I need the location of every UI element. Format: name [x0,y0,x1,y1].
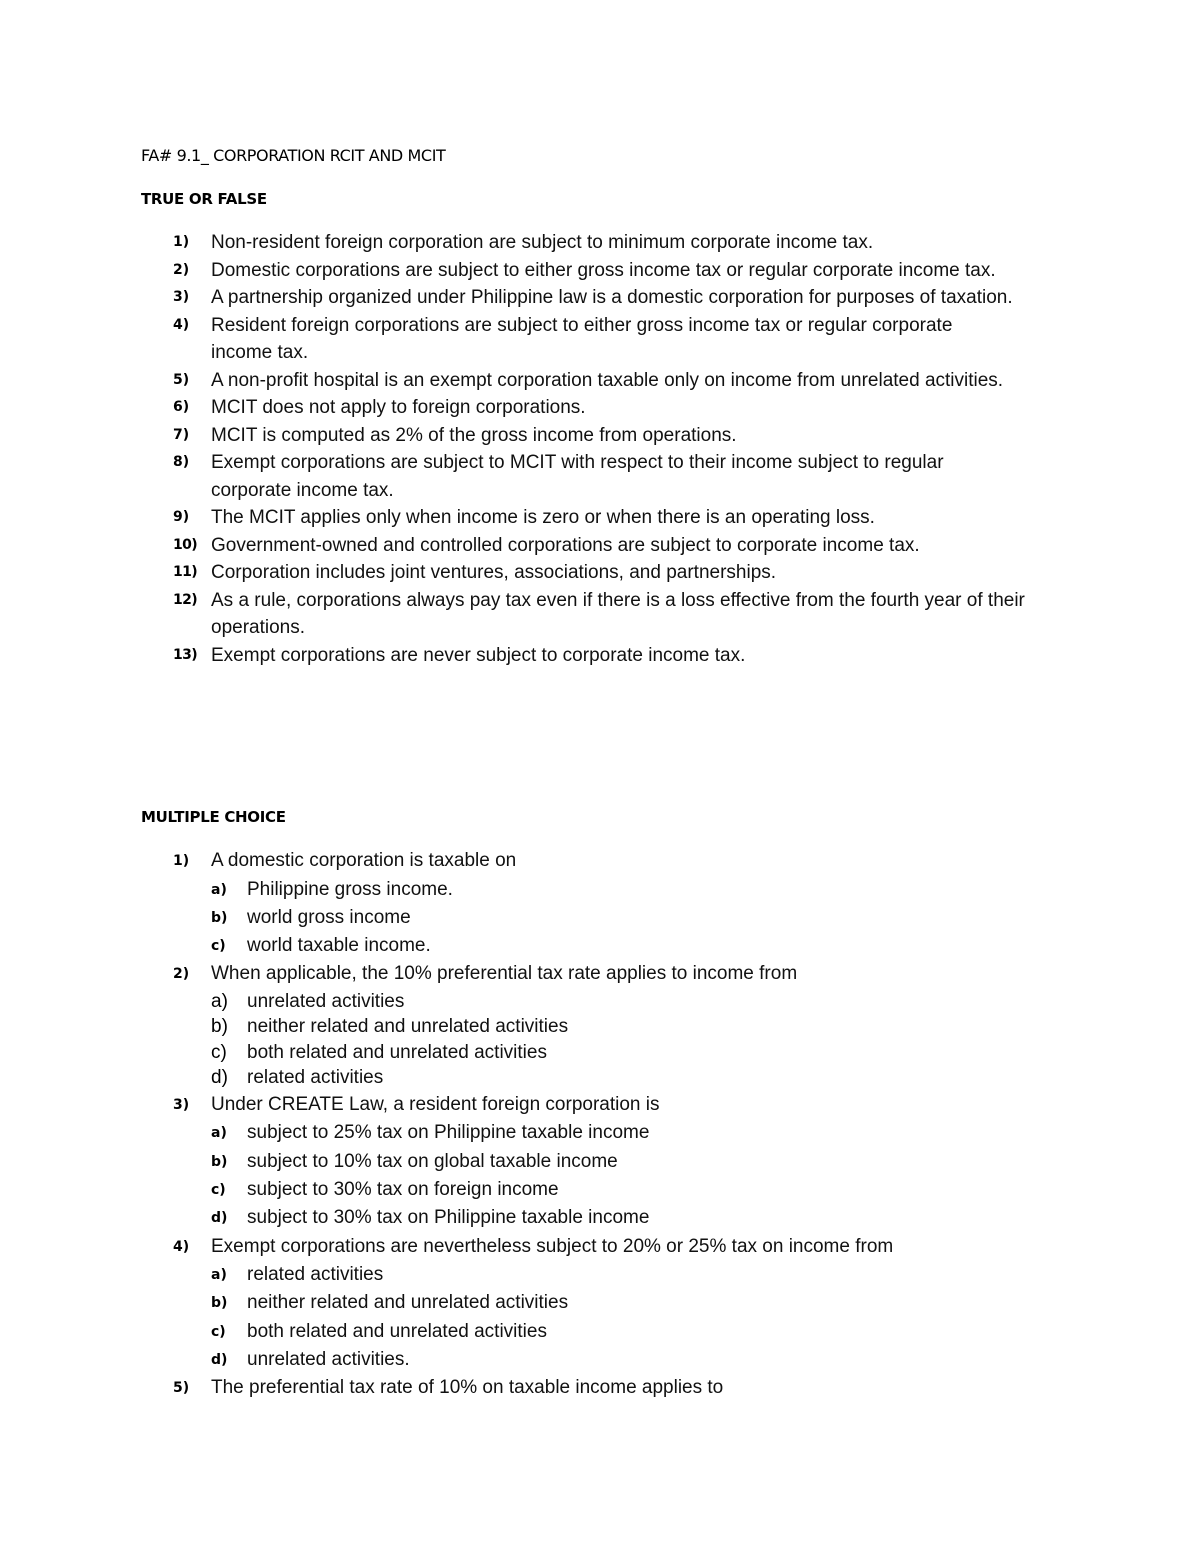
option-text: subject to 30% tax on Philippine taxable income [247,1207,650,1229]
item-text: Government-owned and controlled corporations are subject to corporate income tax. [211,534,920,556]
list-item [173,229,1073,257]
list-item [173,394,1073,422]
option-item [211,1065,1073,1091]
question-item [173,1233,1073,1262]
option-letter: c) [211,938,226,955]
item-number: 12) [173,591,198,608]
list-item [173,257,1073,285]
question-text: When applicable, the 10% preferential tax rate applies to income from [211,963,798,985]
question-item [173,1374,1073,1403]
option-text: related activities [247,1264,384,1286]
item-number: 11) [173,564,198,580]
item-text: MCIT does not apply to foreign corporations. [211,397,586,418]
option-list [211,989,1073,1091]
option-item [211,1346,1073,1374]
option-text: unrelated activities [247,990,405,1012]
option-item [211,904,1073,932]
option-item [211,1176,1073,1204]
item-text: MCIT is computed as 2% of the gross income from operations. [211,424,737,446]
item-number: 3) [173,289,190,305]
option-list [211,1261,1073,1374]
item-number: 5) [173,371,190,388]
option-letter: d) [211,1210,228,1227]
option-text: both related and unrelated activities [247,1041,547,1063]
list-item [173,642,1073,670]
option-letter: b) [211,909,228,926]
multiple-choice-heading: MULTIPLE CHOICE [141,808,286,826]
option-item [211,1040,1073,1066]
option-list [211,1119,1073,1232]
option-item [211,932,1073,960]
option-item [211,1289,1073,1317]
option-item [211,1318,1073,1346]
item-text: A partnership organized under Philippine law is a domestic corporation for purposes of taxation. [211,287,1013,308]
option-text: unrelated activities. [247,1348,410,1370]
option-text: both related and unrelated activities [247,1320,547,1342]
list-item [173,532,1073,560]
item-number: 8) [173,454,190,470]
option-item [211,1204,1073,1232]
question-item [173,1091,1073,1120]
option-item [211,1014,1073,1040]
item-number: 1) [173,234,190,250]
question-number: 2) [173,966,190,983]
option-text: Philippine gross income. [247,878,453,900]
question-number: 5) [173,1380,190,1397]
question-text: A domestic corporation is taxable on [211,850,517,871]
list-item [173,449,1073,504]
question-text: Exempt corporations are nevertheless subject to 20% or 25% tax on income from [211,1235,894,1257]
option-letter: a) [211,1267,227,1284]
option-letter: c) [211,1041,227,1063]
item-text: The MCIT applies only when income is zero or when there is an operating loss. [211,507,875,528]
option-letter: c) [211,1323,226,1340]
option-letter: b) [211,1153,228,1170]
item-text: Corporation includes joint ventures, associations, and partnerships. [211,562,777,583]
item-number: 4) [173,316,190,333]
item-number: 10) [173,536,198,553]
option-letter: d) [211,1351,228,1368]
option-text: subject to 30% tax on foreign income [247,1178,559,1200]
option-item [211,876,1073,904]
option-letter: b) [211,1295,228,1312]
item-number: 2) [173,261,190,278]
option-text: subject to 25% tax on Philippine taxable income [247,1122,650,1144]
option-letter: a) [211,990,228,1012]
option-item [211,989,1073,1015]
list-item [173,559,1073,587]
option-letter: a) [211,1125,227,1142]
item-number: 7) [173,426,190,443]
option-text: world taxable income. [247,935,431,957]
question-item [173,847,1073,876]
option-text: neither related and unrelated activities [247,1292,569,1314]
item-text: Exempt corporations are never subject to corporate income tax. [211,644,746,666]
question-text: The preferential tax rate of 10% on taxable income applies to [211,1377,724,1399]
option-letter: d) [211,1067,228,1089]
page-title: FA# 9.1_ CORPORATION RCIT AND MCIT [141,146,446,165]
list-item [173,422,1073,450]
item-number: 13) [173,646,198,663]
multiple-choice-list [173,847,1073,1403]
option-item [211,1119,1073,1147]
list-item [173,367,1073,395]
option-text: related activities [247,1067,384,1089]
item-text: As a rule, corporations always pay tax even if there is a loss effective from the fourth year of their operations. [211,589,1025,638]
item-number: 9) [173,509,190,525]
question-item [173,960,1073,989]
question-text: Under CREATE Law, a resident foreign corporation is [211,1093,660,1115]
item-text: A non-profit hospital is an exempt corporation taxable only on income from unrelated activities. [211,369,1004,391]
option-text: subject to 10% tax on global taxable income [247,1150,618,1172]
item-number: 6) [173,399,190,415]
option-letter: a) [211,881,227,898]
option-text: world gross income [247,906,411,928]
question-number: 1) [173,853,190,869]
item-text: Domestic corporations are subject to either gross income tax or regular corporate income tax. [211,259,996,281]
item-text: Resident foreign corporations are subject to either gross income tax or regular corporate income tax. [211,314,953,363]
option-letter: b) [211,1016,228,1038]
list-item [173,504,1073,532]
true-false-heading: TRUE OR FALSE [141,190,267,208]
option-text: neither related and unrelated activities [247,1016,569,1038]
option-item [211,1261,1073,1289]
question-number: 3) [173,1096,190,1113]
true-false-list [173,229,1073,669]
option-letter: c) [211,1181,226,1198]
option-list [211,876,1073,961]
list-item [173,312,1073,367]
list-item [173,284,1073,312]
question-number: 4) [173,1238,190,1255]
option-item [211,1148,1073,1176]
item-text: Exempt corporations are subject to MCIT with respect to their income subject to regular corporate income tax. [211,452,944,501]
list-item [173,587,1073,642]
item-text: Non-resident foreign corporation are subject to minimum corporate income tax. [211,232,874,253]
